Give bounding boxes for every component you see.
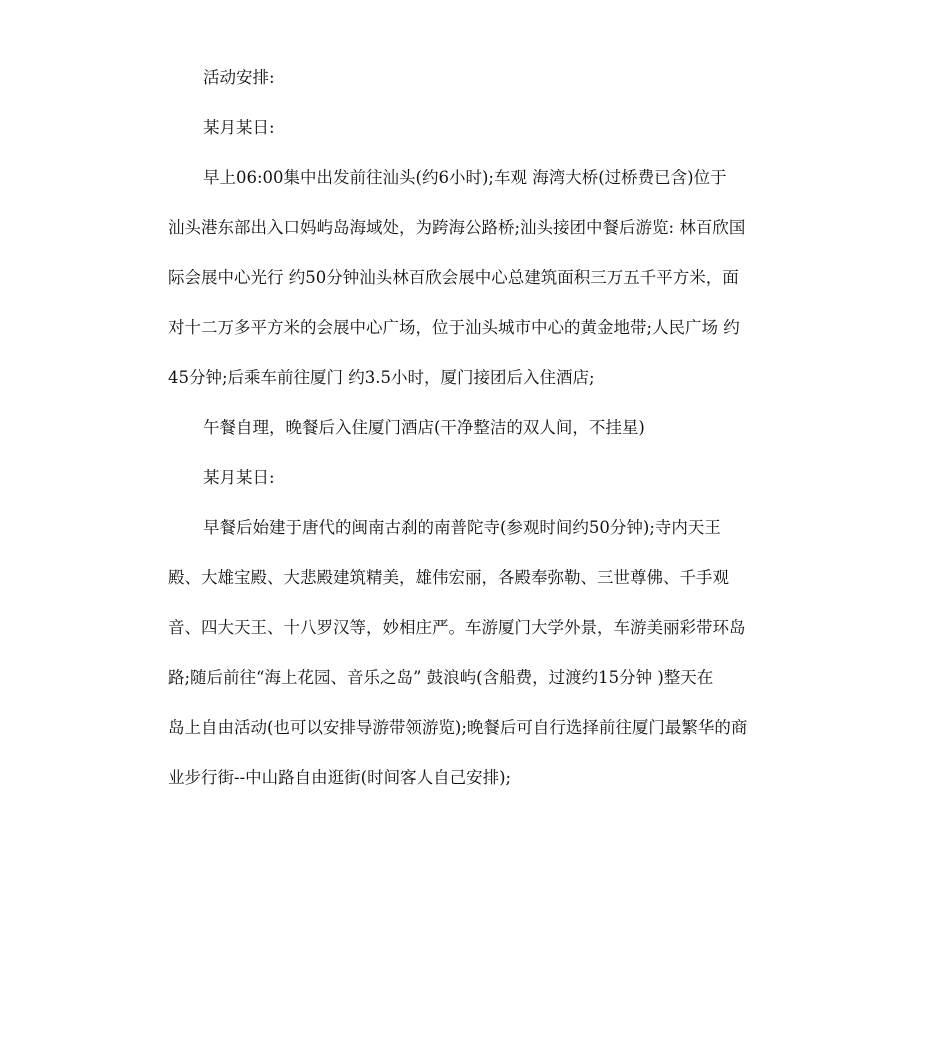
document-body <box>168 65 783 815</box>
paragraph-line: 路;随后前往“海上花园、音乐之岛” 鼓浪屿(含船费，过渡约15分钟 )整天在 <box>168 668 714 687</box>
paragraph-line: 汕头港东部出入口妈屿岛海域处，为跨海公路桥;汕头接团中餐后游览: 林百欣国 <box>168 218 746 237</box>
paragraph-line: 早上06:00集中出发前往汕头(约6小时);车观 海湾大桥(过桥费已含)位于 <box>203 168 727 187</box>
paragraph-line: 早餐后始建于唐代的闽南古刹的南普陀寺(参观时间约50分钟);寺内天王 <box>203 518 721 537</box>
section-heading: 活动安排: <box>203 68 275 87</box>
paragraph-line: 业步行街--中山路自由逛街(时间客人自己安排); <box>168 768 512 787</box>
paragraph-line: 午餐自理，晚餐后入住厦门酒店(干净整洁的双人间，不挂星) <box>203 418 645 437</box>
day-heading: 某月某日: <box>203 118 275 137</box>
paragraph-line: 音、四大天王、十八罗汉等，妙相庄严。车游厦门大学外景，车游美丽彩带环岛 <box>168 618 746 637</box>
paragraph-line: 殿、大雄宝殿、大悲殿建筑精美，雄伟宏丽，各殿奉弥勒、三世尊佛、千手观 <box>168 568 729 587</box>
paragraph-line: 对十二万多平方米的会展中心广场，位于汕头城市中心的黄金地带;人民广场 约 <box>168 318 740 337</box>
paragraph-line: 45分钟;后乘车前往厦门 约3.5小时，厦门接团后入住酒店; <box>168 368 595 387</box>
day-heading: 某月某日: <box>203 468 275 487</box>
paragraph-line: 际会展中心光行 约50分钟汕头林百欣会展中心总建筑面积三万五千平方米，面 <box>168 268 739 287</box>
paragraph-line: 岛上自由活动(也可以安排导游带领游览);晚餐后可自行选择前往厦门最繁华的商 <box>168 718 748 737</box>
